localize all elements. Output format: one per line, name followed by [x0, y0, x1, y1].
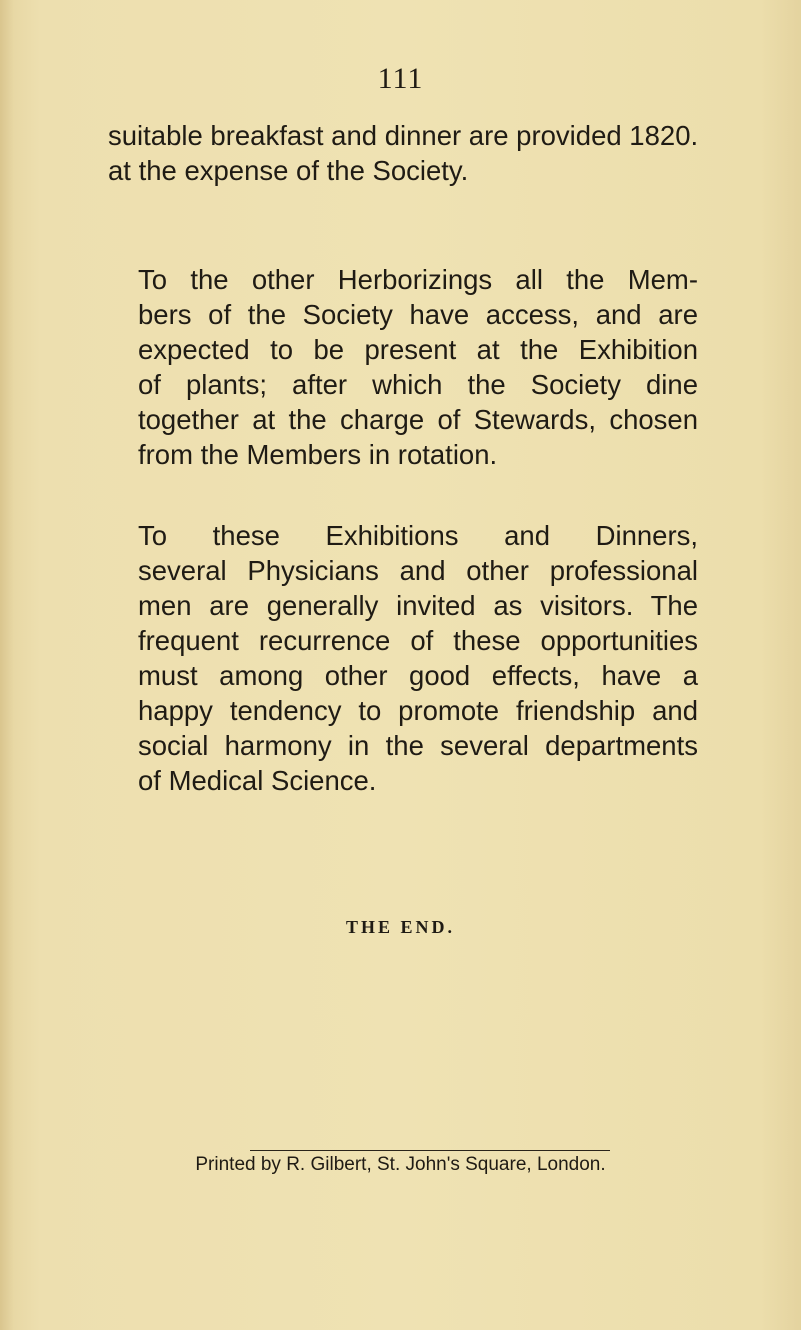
paragraph-line: from the Members in rotation.: [138, 439, 498, 470]
paragraph-line: together at the charge of Stewards, chosen: [138, 404, 698, 435]
paragraph-line: frequent recurrence of these opportunities: [138, 625, 698, 656]
paragraph-line: To the other Herborizings all the Mem-: [138, 264, 698, 295]
paragraph-2: [108, 262, 698, 472]
paragraph-line: of plants; after which the Society dine: [138, 369, 698, 400]
paragraph-line: suitable breakfast and dinner are provided 1820.: [108, 120, 699, 151]
page-number: 111: [377, 62, 424, 95]
paragraph-line: several Physicians and other professional: [138, 555, 698, 586]
printer-imprint: Printed by R. Gilbert, St. John's Square, London.: [195, 1154, 606, 1175]
paragraph-line: at the expense of the Society.: [108, 155, 469, 186]
paragraph-line: social harmony in the several departments: [138, 730, 698, 761]
paragraph-line: men are generally invited as visitors. The: [138, 590, 698, 621]
paragraph-1: [108, 118, 698, 188]
paragraph-line: happy tendency to promote friendship and: [138, 695, 698, 726]
paragraph-line: must among other good effects, have a: [138, 660, 698, 691]
paragraph-line: To these Exhibitions and Dinners,: [138, 520, 698, 551]
paragraph-line: expected to be present at the Exhibition: [138, 334, 698, 365]
imprint-divider: [250, 1150, 610, 1151]
paragraph-3: [108, 518, 698, 798]
paragraph-line: of Medical Science.: [138, 765, 377, 796]
the-end-heading: THE END.: [345, 917, 456, 937]
paragraph-line: bers of the Society have access, and are: [138, 299, 698, 330]
